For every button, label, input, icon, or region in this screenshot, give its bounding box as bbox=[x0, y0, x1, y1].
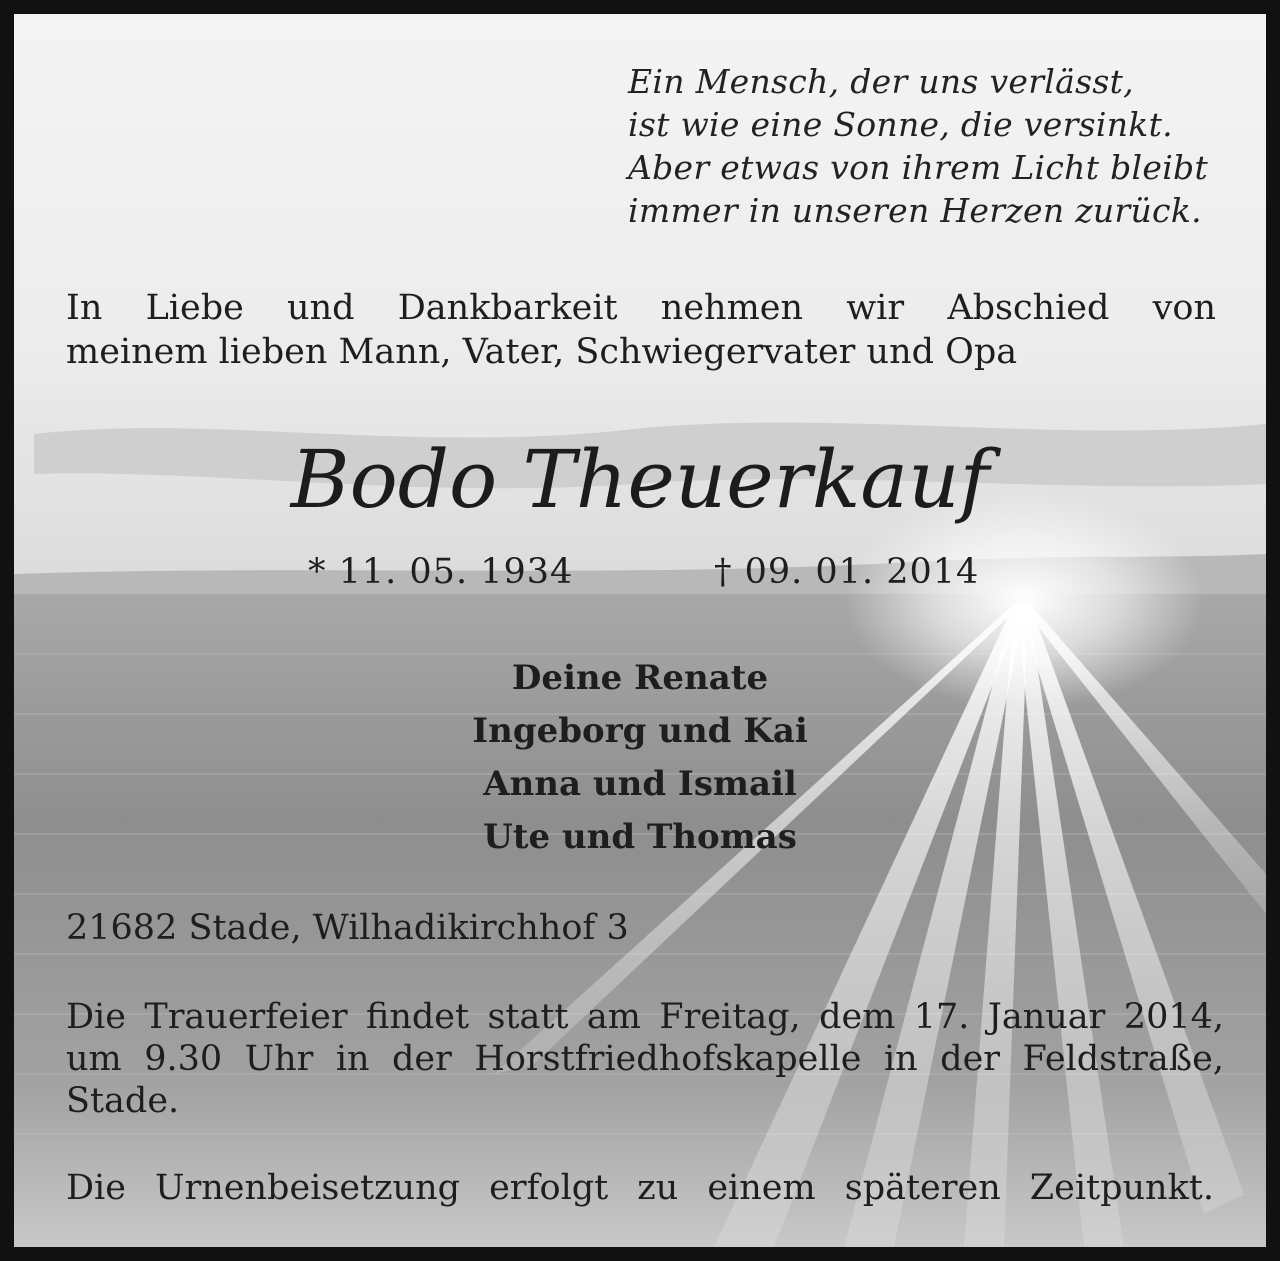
motto-line: ist wie eine Sonne, die versinkt. bbox=[628, 105, 1173, 144]
motto-line: Aber etwas von ihrem Licht bleibt bbox=[628, 148, 1209, 187]
mourner-entry: Ingeborg und Kai bbox=[472, 711, 808, 751]
mourners-list bbox=[14, 652, 1266, 864]
intro-line: meinem lieben Mann, Vater, Schwiegervater und Opa bbox=[66, 332, 1018, 372]
mourner-entry: Ute und Thomas bbox=[483, 817, 797, 857]
address: 21682 Stade, Wilhadikirchhof 3 bbox=[66, 908, 629, 948]
mourner-entry: Deine Renate bbox=[511, 658, 769, 698]
death-date: † 09. 01. 2014 bbox=[714, 552, 980, 592]
intro-text bbox=[66, 286, 1216, 374]
ceremony-line: um 9.30 Uhr in der Horstfriedhofskapelle in der Feldstraße, bbox=[66, 1039, 1224, 1079]
motto-verse bbox=[628, 60, 1208, 232]
intro-line: In Liebe und Dankbarkeit nehmen wir Abschied von bbox=[66, 288, 1216, 328]
motto-line: Ein Mensch, der uns verlässt, bbox=[628, 62, 1134, 101]
birth-date: * 11. 05. 1934 bbox=[308, 552, 574, 592]
funeral-service-info bbox=[66, 996, 1224, 1122]
motto-line: immer in unseren Herzen zurück. bbox=[628, 191, 1202, 230]
deceased-name: Bodo Theuerkauf bbox=[290, 433, 990, 526]
mourner-entry: Anna und Ismail bbox=[483, 764, 797, 804]
urn-burial-note: Die Urnenbeisetzung erfolgt zu einem späteren Zeitpunkt. bbox=[66, 1168, 1214, 1208]
ceremony-line: Die Trauerfeier findet statt am Freitag, dem 17. Januar 2014, bbox=[66, 997, 1224, 1037]
ceremony-line: Stade. bbox=[66, 1081, 180, 1121]
